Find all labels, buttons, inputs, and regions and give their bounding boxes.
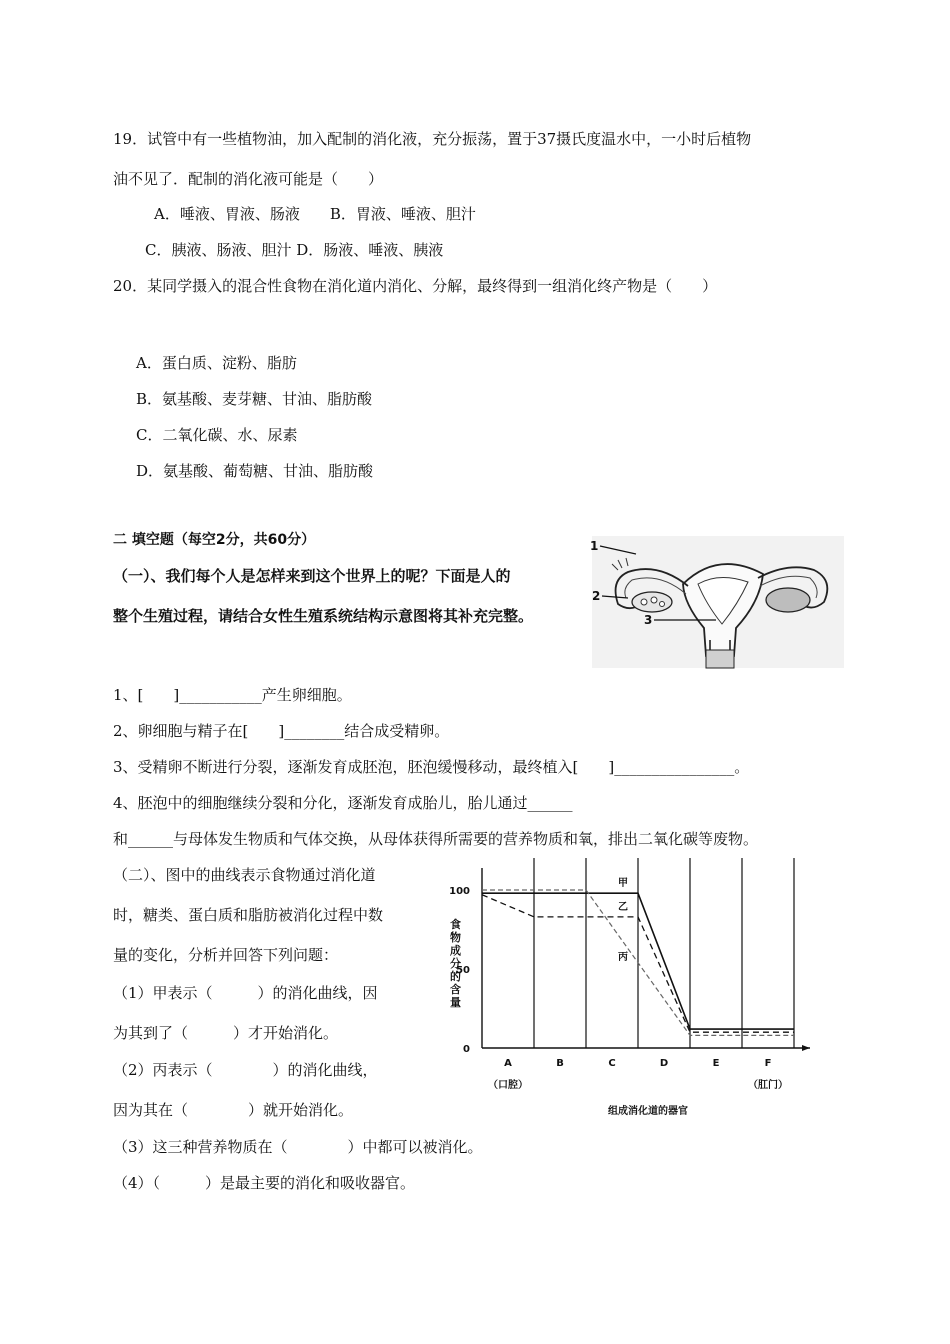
part2-q1-line1: （1）甲表示（ ）的消化曲线，因 [113,984,378,1002]
fill-blank-4a: 4、胚泡中的细胞继续分裂和分化，逐渐发育成胎儿，胎儿通过______ [113,794,573,812]
q19-options-cd: C．胰液、肠液、胆汁 D．肠液、唾液、胰液 [145,241,444,259]
q20-option-b: B．氨基酸、麦芽糖、甘油、脂肪酸 [136,390,373,408]
y-axis-label: 食物成分的含量 [450,918,461,1009]
chart-axes [482,858,810,1051]
x-tick-label: C [608,1058,616,1069]
x-tick-sublabel: （口腔） [488,1080,528,1091]
x-tick-sublabel: （肛门） [748,1080,788,1091]
q19-line2: 油不见了．配制的消化液可能是（ ） [113,170,384,188]
digestion-chart [432,858,832,1128]
q20-option-c: C．二氧化碳、水、尿素 [136,426,298,444]
x-tick-label: B [556,1058,564,1069]
series-label-乙: 乙 [618,902,628,913]
series-label-甲: 甲 [618,878,628,889]
fill-blank-2: 2、卵细胞与精子在[ ]________结合成受精卵。 [113,722,450,740]
part2-q2-line1: （2）丙表示（ ）的消化曲线， [113,1061,378,1079]
part1-intro-line2: 整个生殖过程，请结合女性生殖系统结构示意图将其补充完整。 [113,607,534,625]
part2-q2-line2: 因为其在（ ）就开始消化。 [113,1101,354,1119]
x-axis-arrow [802,1045,810,1051]
y-tick-label: 0 [463,1044,470,1055]
y-tick-label: 100 [449,886,470,897]
x-axis-label: 组成消化道的器官 [608,1106,688,1117]
fill-blank-1: 1、[ ]___________产生卵细胞。 [113,686,352,704]
fill-blank-3: 3、受精卵不断进行分裂，逐渐发育成胚泡，胚泡缓慢移动，最终植入[ ]________________。 [113,758,750,776]
part1-intro-line1: （一）、我们每个人是怎样来到这个世界上的呢？下面是人的 [113,567,511,585]
chart-labels [450,877,688,1117]
part2-intro-line2: 时，糖类、蛋白质和脂肪被消化过程中数 [113,906,384,924]
diagram-label-3: 3 [644,613,653,627]
female-reproductive-diagram [588,532,848,672]
section2-title: 二 填空题（每空2分，共60分） [113,532,316,548]
part2-intro-line1: （二）、图中的曲线表示食物通过消化道 [113,866,376,884]
part2-q4: （4）（ ）是最主要的消化和吸收器官。 [113,1174,416,1192]
x-tick-label: A [504,1058,512,1069]
part2-intro-line3: 量的变化，分析并回答下列问题： [113,946,339,964]
q20-option-a: A．蛋白质、淀粉、脂肪 [136,354,297,372]
y-tick-label: 50 [456,965,470,976]
diagram-label-1: 1 [590,539,599,553]
part2-q3: （3）这三种营养物质在（ ）中都可以被消化。 [113,1138,483,1156]
q20-option-d: D．氨基酸、葡萄糖、甘油、脂肪酸 [136,462,374,480]
x-tick-label: E [712,1058,720,1069]
q19-line1: 19．试管中有一些植物油，加入配制的消化液，充分振荡，置于37摄氏度温水中，一小时后植物 [113,130,752,148]
fill-blank-4b: 和______与母体发生物质和气体交换，从母体获得所需要的营养物质和氧，排出二氧化碳等废物。 [113,830,759,848]
q20-stem: 20．某同学摄入的混合性食物在消化道内消化、分解，最终得到一组消化终产物是（ ） [113,277,718,295]
x-tick-label: D [659,1058,669,1069]
series-label-丙: 丙 [618,952,628,963]
part2-q1-line2: 为其到了（ ）才开始消化。 [113,1024,339,1042]
diagram-label-2: 2 [592,589,601,603]
q19-options-ab: A．唾液、胃液、肠液 B．胃液、唾液、胆汁 [154,205,476,223]
x-tick-label: F [764,1058,772,1069]
